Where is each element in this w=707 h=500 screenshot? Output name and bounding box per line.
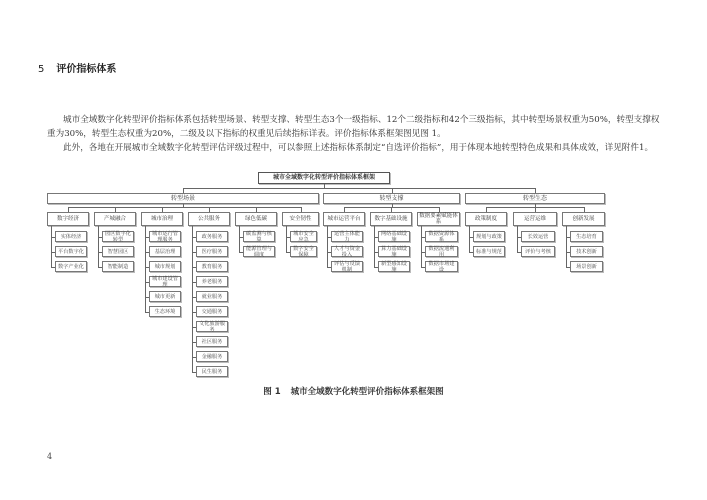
connector-line [239,226,240,252]
level3-box: 能源管理与调度 [243,246,275,257]
connector-line [68,207,301,208]
level3-box: 社区服务 [196,336,228,347]
connector-line [469,226,470,252]
level1-box: 转型生态 [465,193,605,204]
figure-title: 城市全域数字化转型评价指标体系框架图 [290,387,444,397]
connector-line [286,226,287,252]
level2-box: 数字经济 [47,212,89,226]
level2-box: 城市治理 [141,212,183,226]
level3-box: 生态环境 [149,306,181,317]
level1-box: 转型支撑 [323,193,460,204]
level3-box: 新型感知设施 [378,261,410,272]
level3-box: 标准与规范 [473,246,505,257]
connector-line [183,188,535,189]
level3-box: 城市更新 [149,291,181,302]
level3-box: 数据市场建设 [425,261,458,272]
level3-box: 城市规划 [149,261,181,272]
level3-box: 场景创新 [570,261,603,272]
level3-box: 养老服务 [196,276,228,287]
level3-box: 数据流通利用 [425,246,458,257]
paragraph-1: 城市全域数字化转型评价指标体系包括转型场景、转型支撑、转型生态3个一级指标、12个二级指标和42个三级指标，其中转型场景权重为50%，转型支撑权重为30%，转型生态权重为20%，二级及以下指标的权重见后续指标详表。评价指标体系框架图见图 1。 [47,115,660,139]
level1-box: 转型场景 [47,193,319,204]
level3-box: 基层治理 [149,246,181,257]
level2-box: 运营运维 [513,212,557,226]
section-heading [38,60,116,75]
connector-line [566,226,567,267]
level3-box: 算力基础设施 [378,246,410,257]
page-number: 4 [47,452,53,461]
level3-box: 实体经济 [55,231,87,242]
level3-box: 数字安全保障 [290,246,317,257]
level3-box: 医疗服务 [196,246,228,257]
connector-line [145,226,146,312]
level3-box: 智能制造 [102,261,134,272]
connector-line [374,226,375,267]
level2-box: 绿色低碳 [235,212,277,226]
level3-box: 教育服务 [196,261,228,272]
level3-box: 长效运营 [521,231,555,242]
paragraph-2: 此外，各地在开展城市全域数字化转型评估评级过程中，可以参照上述指标体系制定“自选评价指标”，用于体现本地转型特色成果和具体成效，详见附件1。 [63,143,654,153]
level3-box: 平台数字化 [55,246,87,257]
level2-box: 城市运营平台 [323,212,365,226]
level3-box: 金融服务 [196,351,228,362]
connector-line [517,226,518,252]
section-title: 评价指标体系 [56,64,117,75]
level3-box: 民生服务 [196,366,228,377]
level3-box: 交通服务 [196,306,228,317]
level2-box: 创新发展 [562,212,605,226]
level3-box: 碳监测与核算 [243,231,275,242]
level3-box: 数据资源体系 [425,231,458,242]
level3-box: 规划与政策 [473,231,505,242]
level3-box: 人才与资金投入 [331,246,363,257]
connector-line [98,226,99,267]
level2-box: 政策制度 [465,212,507,226]
level3-box: 政务服务 [196,231,228,242]
figure-caption [0,385,707,397]
level3-box: 城市安全应急 [290,231,317,242]
level2-box: 数据要素赋能体系 [417,212,460,226]
connector-line [327,226,328,267]
level2-box: 安全韧性 [282,212,319,226]
section-number: 5 [38,64,45,75]
level2-box: 数字基础设施 [370,212,412,226]
level3-box: 就业服务 [196,291,228,302]
level3-box: 园区数字化转型 [102,231,134,242]
connector-line [421,226,422,267]
level3-box: 评估与反馈机制 [331,261,363,272]
level3-box: 生态培育 [570,231,603,242]
level3-box: 评价与考核 [521,246,555,257]
level3-box: 技术创新 [570,246,603,257]
level3-box: 文化旅游服务 [196,321,228,332]
level3-box: 数字产业化 [55,261,87,272]
figure-number: 图 1 [263,387,281,397]
connector-line [192,226,193,372]
level3-box: 网络基础设施 [378,231,410,242]
level3-box: 运营主体能力 [331,231,363,242]
connector-line [51,226,52,267]
diagram-root: 城市全域数字化转型评价指标体系框架 [258,172,390,184]
level2-box: 产城融合 [94,212,136,226]
level3-box: 智慧园区 [102,246,134,257]
level2-box: 公共服务 [188,212,230,226]
level3-box: 城市建设管理 [149,276,181,287]
level3-box: 城市运行管理服务 [149,231,181,242]
